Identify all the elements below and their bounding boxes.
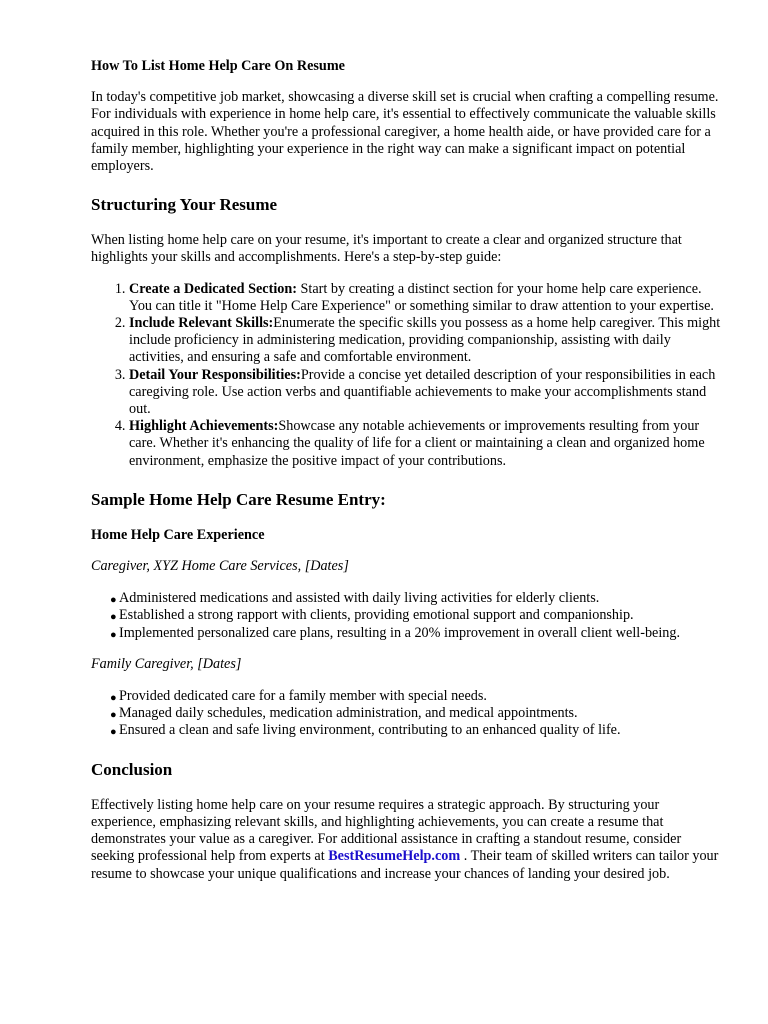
list-item [110, 705, 721, 722]
bullet-text: Ensured a clean and safe living environment, contributing to an enhanced quality of life. [119, 722, 621, 739]
bullet-icon: ● [110, 726, 117, 739]
step-title: Include Relevant Skills: [129, 315, 274, 332]
conclusion-text-start: Effectively listing home help care on your resume requires a strategic approach. By structuring your experience, emphasizing relevant skills, and highlighting achievements, you can create a resume that demonstrates your value as a caregiver. For additional assistance in crafting a standout resume, consider seeking professional help from experts at [91, 796, 682, 865]
list-item [110, 624, 721, 642]
step-item [129, 367, 721, 419]
list-item [110, 590, 721, 607]
bullet-icon: ● [110, 692, 117, 705]
step-text: Start by creating a distinct section for your home help care experience. You can title it "Home Help Care Experience" or something similar to draw attention to your expertise. [129, 280, 714, 314]
step-text: Provide a concise yet detailed description of your responsibilities in each caregiving role. Use action verbs and quantifiable achievements to make your accomplishments stand out. [129, 366, 716, 418]
bullet-icon: ● [110, 628, 117, 641]
structuring-heading: Structuring Your Resume [91, 195, 278, 215]
role-bullets [91, 688, 721, 740]
step-item [129, 418, 721, 470]
bestresumehelp-link[interactable]: BestResumeHelp.com [328, 848, 461, 865]
step-item [129, 281, 721, 315]
bullet-icon: ● [110, 709, 117, 722]
list-item [110, 688, 721, 705]
conclusion-heading: Conclusion [91, 759, 173, 779]
step-text: Enumerate the specific skills you possess as a home help caregiver. This might include proficiency in administering medication, providing companionship, assisting with daily activities, and ensuring a safe and comfortable environment. [129, 315, 721, 366]
list-item [110, 607, 721, 624]
step-title: Detail Your Responsibilities: [129, 366, 301, 383]
steps-list [91, 281, 721, 470]
bullet-text: Established a strong rapport with clients, providing emotional support and companionship. [119, 607, 634, 624]
intro-paragraph: In today's competitive job market, showcasing a diverse skill set is crucial when crafting a compelling resume. For individuals with experience in home help care, it's essential to effectively communicate the valuable skills acquired in this role. Whether you're a professional caregiver, a home health aide, or have provided care for a family member, highlighting your experience in the right way can make a significant impact on potential employers. [91, 89, 719, 175]
step-item [129, 315, 721, 367]
conclusion-paragraph [91, 797, 721, 883]
list-item [110, 722, 721, 739]
bullet-text: Implemented personalized care plans, resulting in a 20% improvement in overall client well-being. [119, 624, 681, 641]
sample-subheading: Home Help Care Experience [91, 526, 265, 543]
role-title: Family Caregiver, [Dates] [91, 655, 242, 672]
document-title: How To List Home Help Care On Resume [91, 58, 345, 74]
bullet-text: Managed daily schedules, medication administration, and medical appointments. [119, 705, 578, 722]
step-text: Showcase any notable achievements or improvements resulting from your care. Whether it's enhancing the quality of life for a client or maintaining a clean and organized home environment, emphasize the positive impact of your contributions. [129, 418, 705, 469]
bullet-icon: ● [110, 594, 117, 607]
step-title: Create a Dedicated Section: [129, 280, 297, 297]
role-bullets [91, 590, 721, 642]
step-title: Highlight Achievements: [129, 418, 279, 435]
role-title: Caregiver, XYZ Home Care Services, [Dates] [91, 558, 349, 575]
sample-heading: Sample Home Help Care Resume Entry: [91, 489, 386, 509]
bullet-text: Administered medications and assisted with daily living activities for elderly clients. [119, 590, 600, 607]
document-page [91, 58, 721, 897]
bullet-text: Provided dedicated care for a family member with special needs. [119, 688, 487, 705]
structuring-intro: When listing home help care on your resume, it's important to create a clear and organized structure that highlights your skills and accomplishments. Here's a step-by-step guide: [91, 232, 682, 266]
conclusion-text-end: . Their team of skilled writers can tailor your resume to showcase your unique qualifications and increase your chances of landing your desired job. [91, 848, 719, 882]
bullet-icon: ● [110, 611, 117, 624]
